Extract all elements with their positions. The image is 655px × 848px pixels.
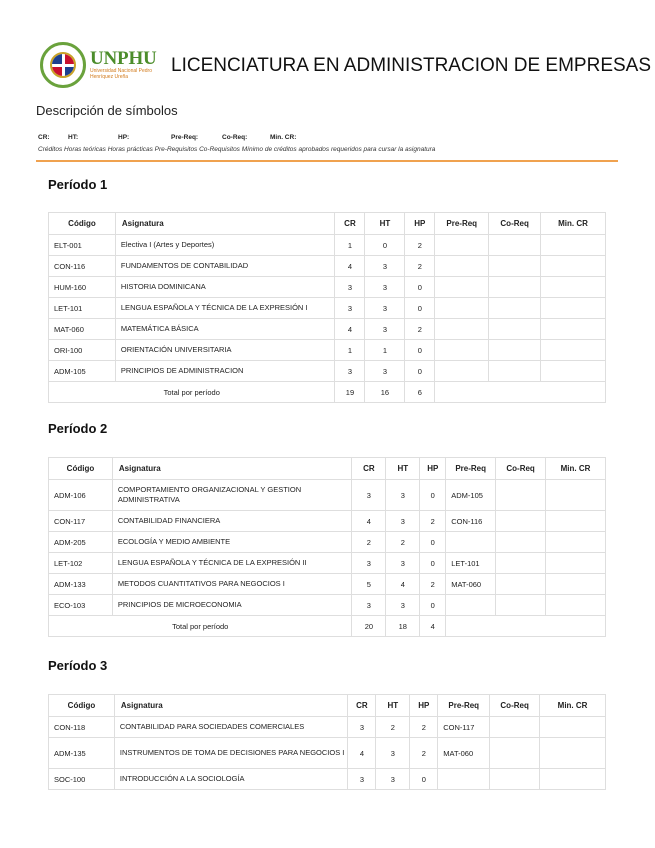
period-title: Período 1: [48, 177, 108, 192]
total-row: [49, 382, 606, 403]
table-row: [49, 532, 606, 553]
credits-cell: 3: [348, 717, 376, 738]
theory-hours-cell: 3: [376, 769, 410, 790]
course-code: ADM-106: [49, 480, 113, 511]
theory-hours-cell: 3: [386, 595, 420, 616]
theory-hours-cell: 3: [365, 319, 405, 340]
credits-cell: 4: [348, 738, 376, 769]
credits-cell: 1: [335, 235, 365, 256]
practice-hours-cell: 0: [420, 532, 446, 553]
divider: [36, 160, 618, 162]
course-name: LENGUA ESPAÑOLA Y TÉCNICA DE LA EXPRESIÓN I: [115, 298, 335, 319]
min-credits-cell: [540, 769, 606, 790]
practice-hours-cell: 0: [420, 480, 446, 511]
prerequisite-cell: [435, 235, 489, 256]
code-header: Código: [49, 695, 115, 717]
cr-header: CR: [352, 458, 386, 480]
prereq-header: Pre-Req: [446, 458, 496, 480]
table-row: [49, 277, 606, 298]
credits-cell: 4: [352, 511, 386, 532]
course-code: CON-118: [49, 717, 115, 738]
corequisite-cell: [496, 595, 546, 616]
min-credits-cell: [541, 256, 606, 277]
course-name: Electiva I (Artes y Deportes): [115, 235, 335, 256]
credits-cell: 3: [352, 595, 386, 616]
theory-hours-cell: 3: [386, 553, 420, 574]
total-row: [49, 616, 606, 637]
course-name: ECOLOGÍA Y MEDIO AMBIENTE: [112, 532, 352, 553]
min-credits-cell: [540, 738, 606, 769]
course-code: ADM-105: [49, 361, 116, 382]
course-name: METODOS CUANTITATIVOS PARA NEGOCIOS I: [112, 574, 352, 595]
prereq-header: Pre-Req: [438, 695, 490, 717]
table-row: [49, 319, 606, 340]
cr-header: CR: [348, 695, 376, 717]
min-credits-cell: [541, 340, 606, 361]
table-row: [49, 235, 606, 256]
page-header: [40, 42, 652, 92]
min-credits-cell: [546, 553, 606, 574]
cr-header: CR: [335, 213, 365, 235]
practice-hours-cell: 2: [420, 574, 446, 595]
table-row: [49, 717, 606, 738]
course-code: CON-117: [49, 511, 113, 532]
practice-hours-cell: 2: [410, 738, 438, 769]
theory-hours-cell: 3: [365, 361, 405, 382]
total-label: Total por período: [49, 382, 335, 403]
hp-header: HP: [405, 213, 435, 235]
corequisite-cell: [496, 480, 546, 511]
credits-cell: 4: [335, 319, 365, 340]
brand-logo: [90, 50, 160, 80]
mincr-header: Min. CR: [546, 458, 606, 480]
brand-name: UNPHU: [90, 48, 157, 69]
prerequisite-cell: CON-117: [438, 717, 490, 738]
prerequisite-cell: [438, 769, 490, 790]
min-credits-cell: [546, 480, 606, 511]
ht-header: HT: [376, 695, 410, 717]
legend-key: Min. CR:: [270, 134, 297, 141]
course-code: MAT-060: [49, 319, 116, 340]
table-header-row: [49, 458, 606, 480]
course-code: SOC-100: [49, 769, 115, 790]
university-seal-icon: [40, 42, 86, 88]
prerequisite-cell: [435, 298, 489, 319]
mincr-header: Min. CR: [541, 213, 606, 235]
min-credits-cell: [541, 235, 606, 256]
period-title: Período 3: [48, 658, 108, 673]
prereq-header: Pre-Req: [435, 213, 489, 235]
credits-cell: 3: [352, 553, 386, 574]
course-name: LENGUA ESPAÑOLA Y TÉCNICA DE LA EXPRESIÓN II: [112, 553, 352, 574]
theory-hours-cell: 3: [376, 738, 410, 769]
min-credits-cell: [541, 277, 606, 298]
practice-hours-cell: 0: [405, 340, 435, 361]
total-empty: [435, 382, 606, 403]
corequisite-cell: [490, 769, 540, 790]
course-name: CONTABILIDAD FINANCIERA: [112, 511, 352, 532]
code-header: Código: [49, 458, 113, 480]
credits-cell: 3: [335, 361, 365, 382]
subject-header: Asignatura: [112, 458, 352, 480]
practice-hours-cell: 0: [420, 595, 446, 616]
credits-cell: 3: [348, 769, 376, 790]
practice-hours-cell: 2: [420, 511, 446, 532]
course-name: COMPORTAMIENTO ORGANIZACIONAL Y GESTION ADMINISTRATIVA: [112, 480, 352, 511]
course-table: [48, 212, 606, 403]
corequisite-cell: [489, 319, 541, 340]
course-table: [48, 694, 606, 790]
legend-description: Créditos Horas teóricas Horas prácticas Pre-Requisitos Co-Requisitos Mínimo de créditos aprobados requeridos para cursar la asignatura: [38, 146, 436, 153]
corequisite-cell: [490, 738, 540, 769]
corequisite-cell: [489, 235, 541, 256]
practice-hours-cell: 0: [405, 361, 435, 382]
legend-key: HT:: [68, 134, 79, 141]
course-name: HISTORIA DOMINICANA: [115, 277, 335, 298]
table-header-row: [49, 695, 606, 717]
table-row: [49, 361, 606, 382]
hp-header: HP: [420, 458, 446, 480]
course-name: FUNDAMENTOS DE CONTABILIDAD: [115, 256, 335, 277]
course-name: PRINCIPIOS DE MICROECONOMIA: [112, 595, 352, 616]
total-empty: [446, 616, 606, 637]
theory-hours-cell: 4: [386, 574, 420, 595]
prerequisite-cell: [435, 361, 489, 382]
corequisite-cell: [489, 298, 541, 319]
table-row: [49, 738, 606, 769]
code-header: Código: [49, 213, 116, 235]
prerequisite-cell: MAT-060: [438, 738, 490, 769]
legend-key: Co-Req:: [222, 134, 248, 141]
prerequisite-cell: ADM-105: [446, 480, 496, 511]
prerequisite-cell: [435, 340, 489, 361]
legend-key: Pre-Req:: [171, 134, 199, 141]
credits-cell: 1: [335, 340, 365, 361]
course-code: LET-102: [49, 553, 113, 574]
practice-hours-cell: 0: [405, 277, 435, 298]
mincr-header: Min. CR: [540, 695, 606, 717]
corequisite-cell: [496, 553, 546, 574]
min-credits-cell: [541, 361, 606, 382]
practice-hours-cell: 2: [410, 717, 438, 738]
corequisite-cell: [496, 574, 546, 595]
theory-hours-cell: 3: [386, 511, 420, 532]
course-name: MATEMÁTICA BÁSICA: [115, 319, 335, 340]
legend-title: Descripción de símbolos: [36, 103, 178, 118]
corequisite-cell: [489, 361, 541, 382]
total-label: Total por período: [49, 616, 352, 637]
table-header-row: [49, 213, 606, 235]
corequisite-cell: [496, 511, 546, 532]
ht-header: HT: [386, 458, 420, 480]
theory-hours-cell: 3: [386, 480, 420, 511]
ht-header: HT: [365, 213, 405, 235]
total-credits: 20: [352, 616, 386, 637]
course-code: LET-101: [49, 298, 116, 319]
course-name: CONTABILIDAD PARA SOCIEDADES COMERCIALES: [114, 717, 348, 738]
course-code: ADM-135: [49, 738, 115, 769]
course-name: INTRODUCCIÓN A LA SOCIOLOGÍA: [114, 769, 348, 790]
table-row: [49, 769, 606, 790]
corequisite-cell: [489, 256, 541, 277]
prerequisite-cell: [446, 595, 496, 616]
course-code: ADM-205: [49, 532, 113, 553]
credits-cell: 4: [335, 256, 365, 277]
theory-hours-cell: 3: [365, 256, 405, 277]
theory-hours-cell: 2: [376, 717, 410, 738]
page-title: LICENCIATURA EN ADMINISTRACION DE EMPRESAS: [171, 55, 652, 76]
total-theory-hours: 18: [386, 616, 420, 637]
min-credits-cell: [541, 319, 606, 340]
corequisite-cell: [489, 340, 541, 361]
table-row: [49, 574, 606, 595]
prerequisite-cell: [435, 277, 489, 298]
coreq-header: Co-Req: [496, 458, 546, 480]
practice-hours-cell: 2: [405, 235, 435, 256]
total-credits: 19: [335, 382, 365, 403]
theory-hours-cell: 1: [365, 340, 405, 361]
total-theory-hours: 16: [365, 382, 405, 403]
brand-subtitle: Universidad Nacional Pedro Henríquez Ureña: [90, 68, 152, 80]
coreq-header: Co-Req: [490, 695, 540, 717]
corequisite-cell: [489, 277, 541, 298]
theory-hours-cell: 3: [365, 277, 405, 298]
table-row: [49, 595, 606, 616]
table-row: [49, 340, 606, 361]
prerequisite-cell: LET-101: [446, 553, 496, 574]
min-credits-cell: [540, 717, 606, 738]
credits-cell: 5: [352, 574, 386, 595]
prerequisite-cell: CON-116: [446, 511, 496, 532]
course-code: HUM-160: [49, 277, 116, 298]
table-row: [49, 553, 606, 574]
practice-hours-cell: 2: [405, 319, 435, 340]
course-code: ECO-103: [49, 595, 113, 616]
course-code: CON-116: [49, 256, 116, 277]
prerequisite-cell: [435, 256, 489, 277]
coreq-header: Co-Req: [489, 213, 541, 235]
practice-hours-cell: 2: [405, 256, 435, 277]
course-name: PRINCIPIOS DE ADMINISTRACION: [115, 361, 335, 382]
legend-key: HP:: [118, 134, 130, 141]
practice-hours-cell: 0: [410, 769, 438, 790]
practice-hours-cell: 0: [420, 553, 446, 574]
credits-cell: 3: [335, 298, 365, 319]
course-code: ELT-001: [49, 235, 116, 256]
credits-cell: 2: [352, 532, 386, 553]
total-practice-hours: 6: [405, 382, 435, 403]
theory-hours-cell: 0: [365, 235, 405, 256]
legend-key: CR:: [38, 134, 50, 141]
course-table: [48, 457, 606, 637]
total-practice-hours: 4: [420, 616, 446, 637]
min-credits-cell: [546, 574, 606, 595]
prerequisite-cell: [435, 319, 489, 340]
period-title: Período 2: [48, 421, 108, 436]
credits-cell: 3: [335, 277, 365, 298]
min-credits-cell: [546, 532, 606, 553]
theory-hours-cell: 2: [386, 532, 420, 553]
table-row: [49, 298, 606, 319]
subject-header: Asignatura: [115, 213, 335, 235]
course-name: INSTRUMENTOS DE TOMA DE DECISIONES PARA NEGOCIOS I: [114, 738, 348, 769]
min-credits-cell: [546, 511, 606, 532]
min-credits-cell: [546, 595, 606, 616]
practice-hours-cell: 0: [405, 298, 435, 319]
hp-header: HP: [410, 695, 438, 717]
credits-cell: 3: [352, 480, 386, 511]
prerequisite-cell: [446, 532, 496, 553]
table-row: [49, 480, 606, 511]
table-row: [49, 256, 606, 277]
corequisite-cell: [490, 717, 540, 738]
course-name: ORIENTACIÓN UNIVERSITARIA: [115, 340, 335, 361]
subject-header: Asignatura: [114, 695, 348, 717]
min-credits-cell: [541, 298, 606, 319]
theory-hours-cell: 3: [365, 298, 405, 319]
course-code: ORI-100: [49, 340, 116, 361]
corequisite-cell: [496, 532, 546, 553]
prerequisite-cell: MAT-060: [446, 574, 496, 595]
course-code: ADM-133: [49, 574, 113, 595]
table-row: [49, 511, 606, 532]
